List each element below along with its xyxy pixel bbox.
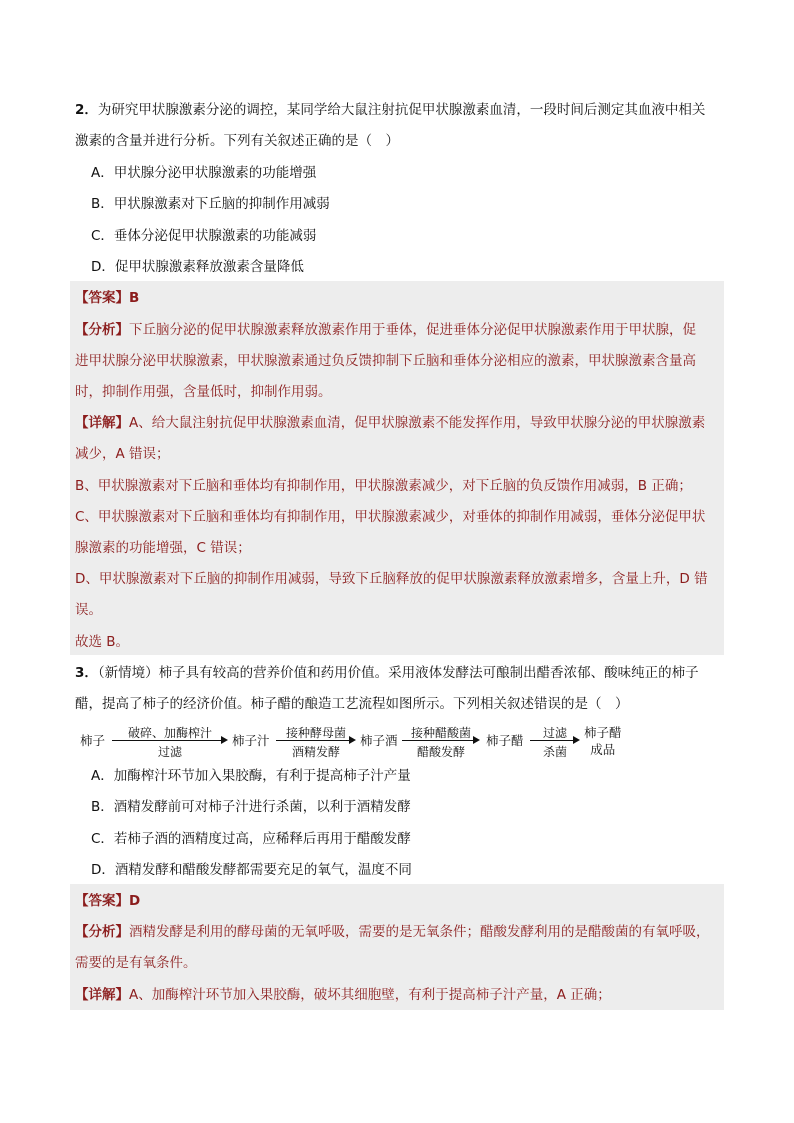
- q2-analysis-line3: 时，抑制作用强，含量低时，抑制作用弱。: [75, 384, 332, 400]
- q3-answer: 【答案】D: [75, 893, 141, 909]
- q2-detail-line1: 【详解】A、给大鼠注射抗促甲状腺激素血清，促甲状腺激素不能发挥作用，导致甲状腺分泌的甲状腺激素: [75, 415, 706, 431]
- q3-stem-line1: 3．（新情境）柿子具有较高的营养价值和药用价值。采用液体发酵法可酿制出醋香浓郁、酸味纯正的柿子: [75, 665, 699, 681]
- q2-option-b: B．甲状腺激素对下丘脑的抑制作用减弱: [91, 196, 330, 212]
- q2-detail-line8: 故选 B。: [75, 634, 130, 650]
- q3-option-d: D．酒精发酵和醋酸发酵都需要充足的氧气，温度不同: [91, 862, 412, 878]
- flow-node-vinegar: 柿子醋: [486, 733, 524, 748]
- q2-stem-line1: 2．为研究甲状腺激素分泌的调控，某同学给大鼠注射抗促甲状腺激素血清，一段时间后测定其血液中相关: [75, 102, 706, 118]
- q3-number: 3．: [75, 665, 98, 681]
- q2-detail-line2: 减少，A 错误；: [75, 446, 170, 462]
- q2-number: 2．: [75, 102, 98, 118]
- q3-option-c: C．若柿子酒的酒精度过高，应稀释后再用于醋酸发酵: [91, 831, 411, 847]
- q2-analysis-line1: 【分析】下丘脑分泌的促甲状腺激素释放激素作用于垂体，促进垂体分泌促甲状腺激素作用于甲状腺，促: [75, 322, 696, 338]
- q2-stem-line2: 激素的含量并进行分析。下列有关叙述正确的是（ ）: [75, 133, 399, 149]
- q3-option-a: A．加酶榨汁环节加入果胶酶，有利于提高柿子汁产量: [91, 768, 411, 784]
- q3-analysis-line2: 需要的是有氧条件。: [75, 955, 197, 971]
- q2-answer: 【答案】B: [75, 290, 140, 306]
- flow-node-wine: 柿子酒: [360, 733, 398, 748]
- q3-detail-line1: 【详解】A、加酶榨汁环节加入果胶酶，破坏其细胞壁，有利于提高柿子汁产量，A 正确；: [75, 987, 611, 1003]
- flow-node-persimmon: 柿子: [80, 733, 106, 748]
- q3-option-b: B．酒精发酵前可对柿子汁进行杀菌，以利于酒精发酵: [91, 799, 411, 815]
- q3-analysis-line1: 【分析】酒精发酵是利用的酵母菌的无氧呼吸，需要的是无氧条件；醋酸发酵利用的是醋酸菌的有氧呼吸，: [75, 924, 710, 940]
- q2-answer-value: B: [129, 290, 140, 306]
- q2-detail-line3: B、甲状腺激素对下丘脑和垂体均有抑制作用，甲状腺激素减少，对下丘脑的负反馈作用减弱，B 正确；: [75, 478, 692, 494]
- flow-node-juice: 柿子汁: [232, 733, 270, 748]
- q2-option-c: C．垂体分泌促甲状腺激素的功能减弱: [91, 228, 317, 244]
- flow-node-product: 柿子醋 成品: [584, 725, 622, 757]
- flow-arrow-2: 接种酵母菌 酒精发酵: [276, 722, 356, 762]
- q2-detail-line6: D、甲状腺激素对下丘脑的抑制作用减弱，导致下丘脑释放的促甲状腺激素释放激素增多，含量上升，D 错: [75, 571, 708, 587]
- flow-arrow-4: 过滤 杀菌: [530, 722, 580, 762]
- q3-stem-line2: 醋，提高了柿子的经济价值。柿子醋的酿造工艺流程如图所示。下列相关叙述错误的是（ ）: [75, 696, 629, 712]
- q2-analysis-line2: 进甲状腺分泌甲状腺激素，甲状腺激素通过负反馈抑制下丘脑和垂体分泌相应的激素，甲状腺激素含量高: [75, 353, 696, 369]
- q2-option-a: A．甲状腺分泌甲状腺激素的功能增强: [91, 165, 317, 181]
- flow-arrow-3: 接种醋酸菌 醋酸发酵: [402, 722, 480, 762]
- flow-arrow-1: 破碎、加酶榨汁 过滤: [112, 722, 228, 762]
- q2-detail-line4: C、甲状腺激素对下丘脑和垂体均有抑制作用，甲状腺激素减少，对垂体的抑制作用减弱，垂体分泌促甲状: [75, 509, 706, 525]
- q3-answer-value: D: [129, 893, 141, 909]
- process-flow-diagram: [80, 722, 640, 762]
- q2-detail-line5: 腺激素的功能增强，C 错误；: [75, 540, 251, 556]
- q2-detail-line7: 误。: [75, 602, 102, 618]
- q2-option-d: D．促甲状腺激素释放激素含量降低: [91, 259, 304, 275]
